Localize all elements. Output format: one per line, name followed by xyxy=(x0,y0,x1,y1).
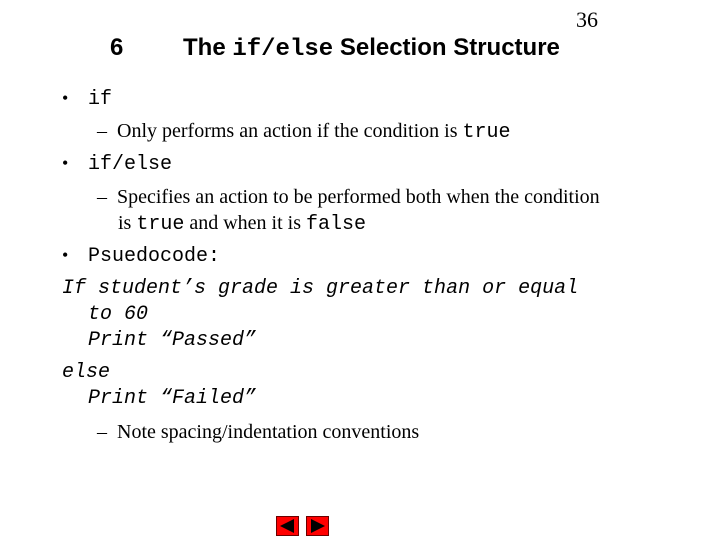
sub-bullet-dash: – xyxy=(97,421,107,443)
pseudocode-line: Print “Passed” xyxy=(88,329,257,352)
bullet-pseudocode-label: Psuedocode: xyxy=(88,245,221,268)
chapter-number: 6 xyxy=(110,34,124,61)
bullet-if-label: if xyxy=(88,88,113,111)
sub-bullet-ifelse-line2 xyxy=(118,212,366,236)
bullet-ifelse-label: if/else xyxy=(88,153,173,176)
next-slide-button[interactable] xyxy=(306,516,329,536)
sub-bullet-if xyxy=(97,120,511,144)
pseudocode-line: else xyxy=(62,361,111,384)
sub-bullet-dash: – xyxy=(97,186,107,208)
slide-title xyxy=(183,34,560,63)
triangle-left-icon xyxy=(277,517,298,535)
pseudocode-line: If student’s grade is greater than or equal xyxy=(62,277,579,300)
triangle-right-icon xyxy=(307,517,328,535)
page-number: 36 xyxy=(576,7,598,32)
sub-bullet-ifelse-text: Specifies an action to be performed both when the condition xyxy=(117,186,600,208)
previous-slide-button[interactable] xyxy=(276,516,299,536)
sub-bullet-ifelse-line1 xyxy=(97,186,600,209)
code-true: true xyxy=(462,121,511,144)
sub-bullet-if-text: Only performs an action if the condition is xyxy=(117,120,463,142)
code-false: false xyxy=(306,213,367,236)
title-code: if/else xyxy=(232,36,334,63)
bullet-marker-if: • xyxy=(62,88,69,108)
title-suffix: Selection Structure xyxy=(333,34,560,61)
pseudocode-line: to 60 xyxy=(88,303,149,326)
code-true: true xyxy=(136,213,185,236)
bullet-marker-ifelse: • xyxy=(62,153,69,173)
bullet-marker-pseudocode: • xyxy=(62,245,69,265)
sub-bullet-dash: – xyxy=(97,120,107,142)
note-line xyxy=(97,421,419,444)
pseudocode-line: Print “Failed” xyxy=(88,387,257,410)
text-is: is xyxy=(118,212,137,234)
text-and-when: and when it is xyxy=(184,212,307,234)
note-text: Note spacing/indentation conventions xyxy=(117,421,420,443)
title-prefix: The xyxy=(183,34,233,61)
